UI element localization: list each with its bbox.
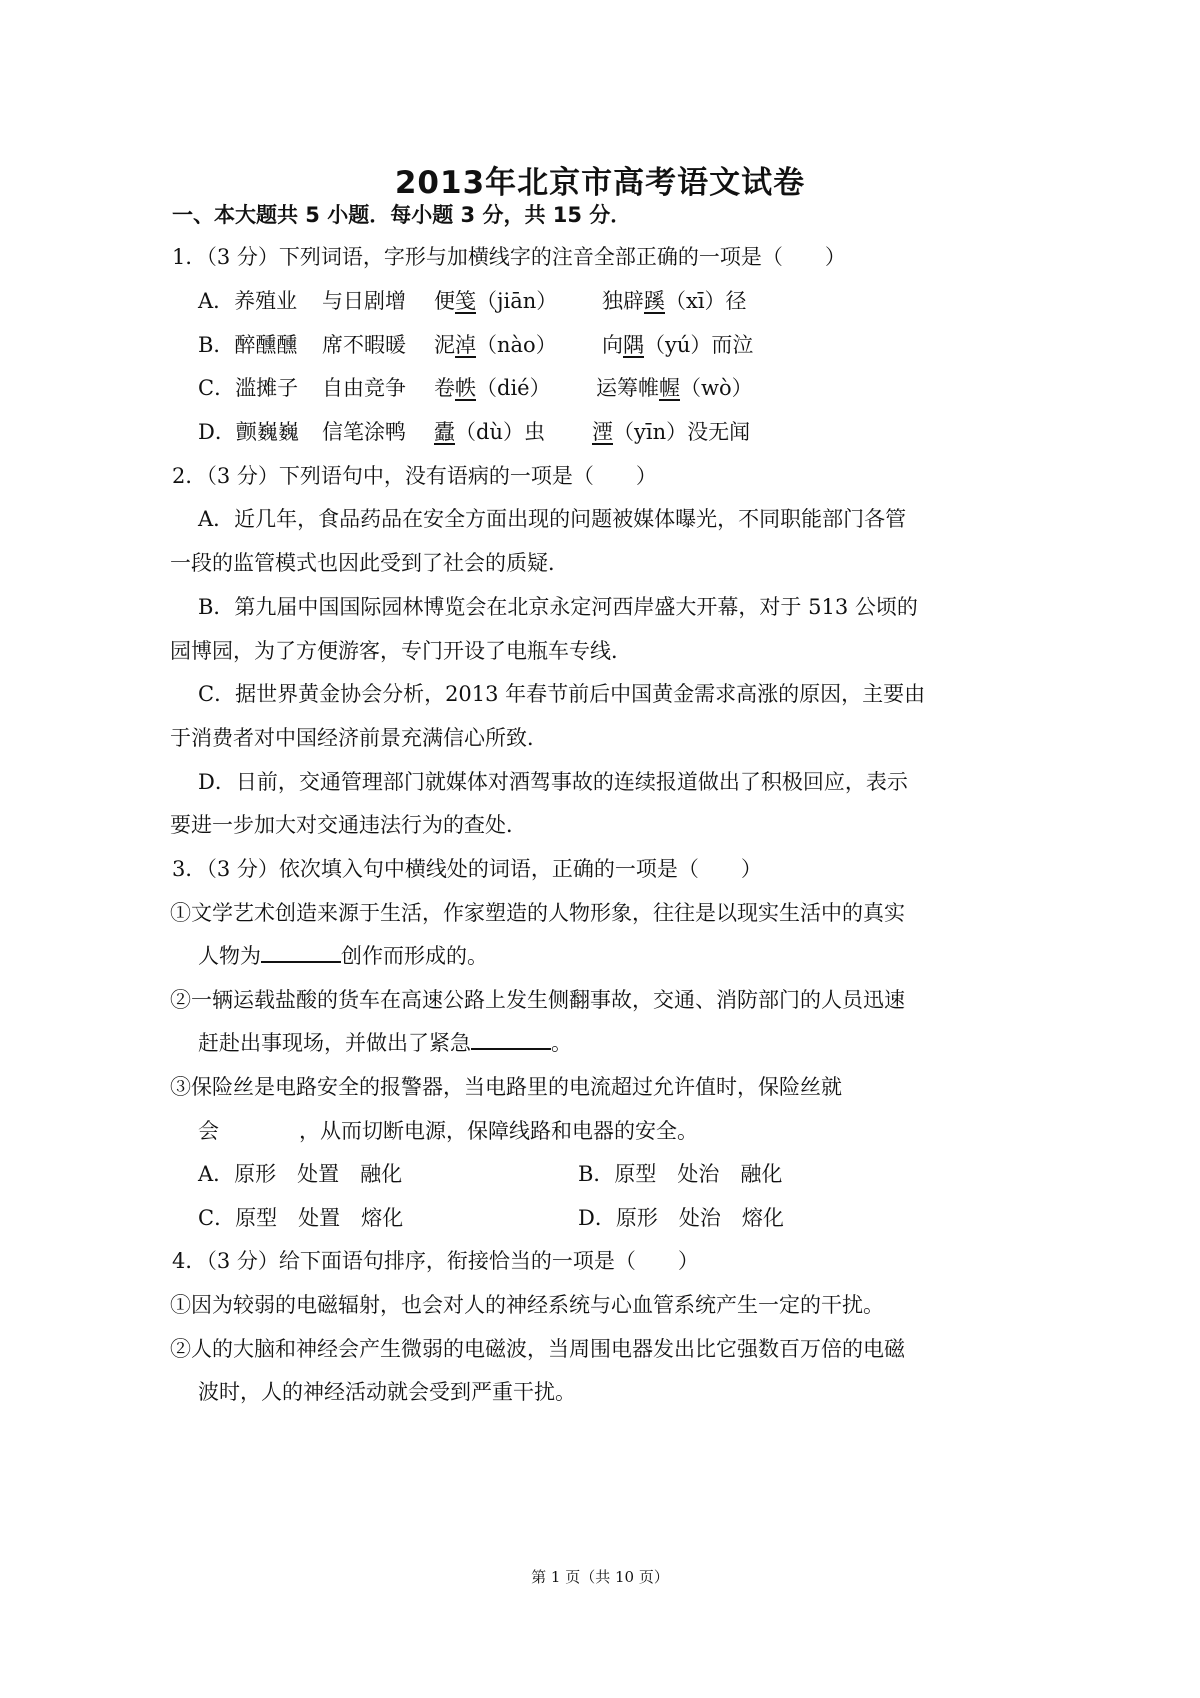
fill-blank xyxy=(471,1028,551,1050)
page-title: 2013年北京市高考语文试卷 xyxy=(394,165,806,201)
question-3-stem: 3．（3 分）依次填入句中横线处的词语，正确的一项是（ ） xyxy=(172,857,762,881)
q3-sentence-2-line2: 赶赴出事现场，并做出了紧急 。 xyxy=(198,1028,572,1058)
q3-sentence-1-line1: ①文学艺术创造来源于生活，作家塑造的人物形象，往往是以现实生活中的真实 xyxy=(170,901,905,925)
q2-option-a-line2: 一段的监管模式也因此受到了社会的质疑． xyxy=(170,551,569,575)
q4-sentence-1: ①因为较弱的电磁辐射，也会对人的神经系统与心血管系统产生一定的干扰。 xyxy=(170,1293,884,1317)
q3-sentence-3-line2: 会 ，从而切断电源，保障线路和电器的安全。 xyxy=(198,1119,698,1143)
q2-option-b-line1: B．第九届中国国际园林博览会在北京永定河西岸盛大开幕，对于 513 公顷的 xyxy=(198,595,918,619)
q2-option-a-line1: A．近几年，食品药品在安全方面出现的问题被媒体曝光，不同职能部门各管 xyxy=(198,507,907,531)
q3-sentence-1-line2: 人物为 创作而形成的。 xyxy=(198,941,488,971)
exam-page: 2013年北京市高考语文试卷 一、本大题共 5 小题．每小题 3 分，共 15 分． 1．（3 分）下列词语，字形与加横线字的注音全部正确的一项是（ ） A．养殖业 与日剧增 便笺（jiān） 独辟蹊（xī）径 B．醉醺醺 席不暇暖 泥淖（nào） 向隅（yú）而泣 C．滥摊子 自由竞争 卷帙（dié） 运筹帷幄（wò） D．颤巍巍 信笔涂鸭 蠹（dù）虫 湮（yīn）没无闻 2．（3 分）下列语句中，没有语病的一项是（ ） A．近几年，食品药品在安全方面出现的问题被媒体曝光，不同职能部门各管 一段的监管模式也因此受到了社会的质疑． B．第九届中国国际园林博览会在北京永定河西岸盛大开幕，对于 513 公顷的 园博园，为了方便游客，专门开设了电瓶车专线． C．据世界黄金协会分析，2013 年春节前后中国黄金需求高涨的原因，主要由 于消费者对中国经济前景充满信心所致． D．日前，交通管理部门就媒体对酒驾事故的连续报道做出了积极回应，表示 要进一步加大对交通违法行为的查处． 3．（3 分）依次填入句中横线处的词语，正确的一项是（ ） ①文学艺术创造来源于生活，作家塑造的人物形象，往往是以现实生活中的真实 人物为 创作而形成的。 ②一辆运载盐酸的货车在高速公路上发生侧翻事故，交通、消防部门的人员迅速 赶赴出事现场，并做出了紧急 。 ③保险丝是电路安全的报警器，当电路里的电流超过允许值时，保险丝就 会 ，从而切断电源，保障线路和电器的安全。 A．原形 处置 融化 B．原型 处治 融化 C．原型 处置 熔化 D．原形 处治 熔化 4．（3 分）给下面语句排序，衔接恰当的一项是（ ） ①因为较弱的电磁辐射，也会对人的神经系统与心血管系统产生一定的干扰。 ②人的大脑和神经会产生微弱的电磁波，当周围电器发出比它强数百万倍的电磁 波时，人的神经活动就会受到严重干扰。 第 1 页（共 10 页） xyxy=(0,0,1200,1698)
q4-sentence-2-line1: ②人的大脑和神经会产生微弱的电磁波，当周围电器发出比它强数百万倍的电磁 xyxy=(170,1337,905,1361)
q3-option-b: B．原型 处治 融化 xyxy=(578,1162,783,1186)
q4-sentence-2-line2: 波时，人的神经活动就会受到严重干扰。 xyxy=(198,1380,576,1404)
page-footer: 第 1 页（共 10 页） xyxy=(531,1568,669,1586)
q2-option-d-line1: D．日前，交通管理部门就媒体对酒驾事故的连续报道做出了积极回应，表示 xyxy=(198,770,908,794)
question-4-stem: 4．（3 分）给下面语句排序，衔接恰当的一项是（ ） xyxy=(172,1249,699,1273)
question-2-stem: 2．（3 分）下列语句中，没有语病的一项是（ ） xyxy=(172,464,657,488)
q2-option-c-line2: 于消费者对中国经济前景充满信心所致． xyxy=(170,726,548,750)
q3-sentence-3-line1: ③保险丝是电路安全的报警器，当电路里的电流超过允许值时，保险丝就 xyxy=(170,1075,842,1099)
section-heading: 一、本大题共 5 小题．每小题 3 分，共 15 分． xyxy=(172,203,632,227)
q3-option-c: C．原型 处置 熔化 xyxy=(198,1206,404,1230)
q3-sentence-2-line1: ②一辆运载盐酸的货车在高速公路上发生侧翻事故，交通、消防部门的人员迅速 xyxy=(170,988,905,1012)
q3-option-d: D．原形 处治 熔化 xyxy=(578,1206,784,1230)
fill-blank xyxy=(261,941,341,963)
question-1-stem: 1．（3 分）下列词语，字形与加横线字的注音全部正确的一项是（ ） xyxy=(172,245,846,269)
q2-option-c-line1: C．据世界黄金协会分析，2013 年春节前后中国黄金需求高涨的原因，主要由 xyxy=(198,682,926,706)
q2-option-b-line2: 园博园，为了方便游客，专门开设了电瓶车专线． xyxy=(170,639,632,663)
q3-option-a: A．原形 处置 融化 xyxy=(198,1162,403,1186)
q2-option-d-line2: 要进一步加大对交通违法行为的查处． xyxy=(170,813,527,837)
